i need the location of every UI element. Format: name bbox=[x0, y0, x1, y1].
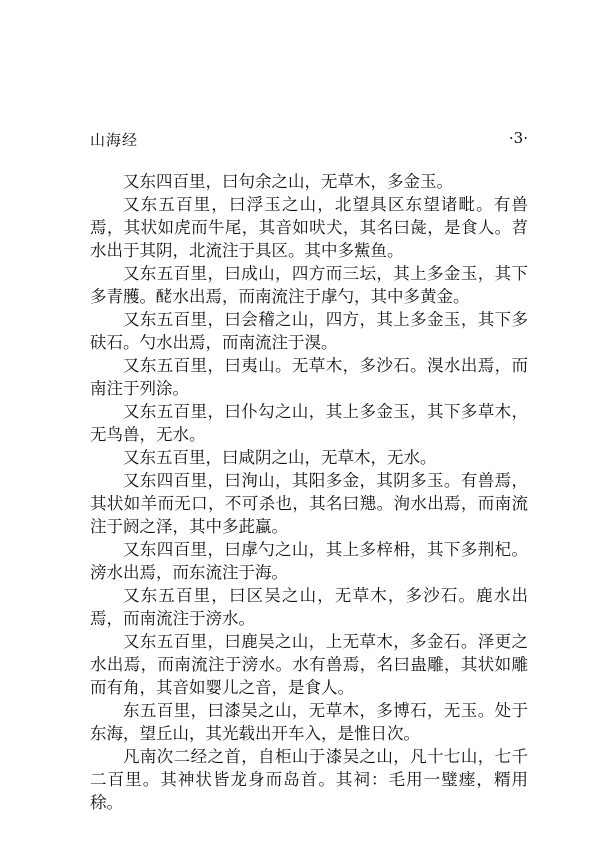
paragraph-13: 凡南次二经之首，自柜山于漆吴之山，凡十七山，七千二百里。其神状皆龙身而岛首。其祠：毛用一璧瘗，糈用稌。 bbox=[90, 747, 528, 812]
paragraph-12: 东五百里，曰漆吴之山，无草木，多博石，无玉。处于东海，望丘山，其光载出开车入，是惟日次。 bbox=[90, 701, 528, 743]
paragraph-3: 又东五百里，曰成山，四方而三坛，其上多金玉，其下多青雘。𨠬水出焉，而南流注于虖勺，其中多黄金。 bbox=[90, 264, 528, 306]
paragraph-5: 又东五百里，曰夷山。无草木，多沙石。湨水出焉，而南注于列涂。 bbox=[90, 356, 528, 398]
paragraph-9: 又东四百里，曰虖勺之山，其上多梓枏，其下多荆杞。滂水出焉，而东流注于海。 bbox=[90, 540, 528, 582]
page-number: ·3· bbox=[508, 129, 528, 147]
paragraph-1: 又东四百里，曰句余之山，无草木，多金玉。 bbox=[123, 172, 453, 191]
paragraph-4: 又东五百里，曰会稽之山，四方，其上多金玉，其下多砆石。勺水出焉，而南流注于湨。 bbox=[90, 310, 528, 352]
body-text bbox=[90, 170, 528, 814]
page-header bbox=[90, 129, 528, 153]
paragraph-6: 又东五百里，曰仆勾之山，其上多金玉，其下多草木，无鸟兽，无水。 bbox=[90, 402, 528, 444]
paragraph-10: 又东五百里，曰区吴之山，无草木，多沙石。鹿水出焉，而南流注于滂水。 bbox=[90, 586, 528, 628]
running-title: 山海经 bbox=[90, 131, 139, 149]
paragraph-7: 又东五百里，曰咸阴之山，无草木，无水。 bbox=[123, 448, 437, 467]
paragraph-8: 又东四百里，曰洵山，其阳多金，其阴多玉。有兽焉，其状如羊而无口，不可杀也，其名曰䍺。洵水出焉，而南流注于阏之泽，其中多茈蠃。 bbox=[90, 471, 528, 536]
paragraph-11: 又东五百里，曰鹿吴之山，上无草木，多金石。泽更之水出焉，而南流注于滂水。水有兽焉，名曰蛊雕，其状如雕而有角，其音如婴儿之音，是食人。 bbox=[90, 632, 528, 697]
paragraph-2: 又东五百里，曰浮玉之山，北望具区东望诸毗。有兽焉，其状如虎而牛尾，其音如吠犬，其名曰彘，是食人。苕水出于其阴，北流注于具区。其中多鮆鱼。 bbox=[90, 195, 528, 260]
